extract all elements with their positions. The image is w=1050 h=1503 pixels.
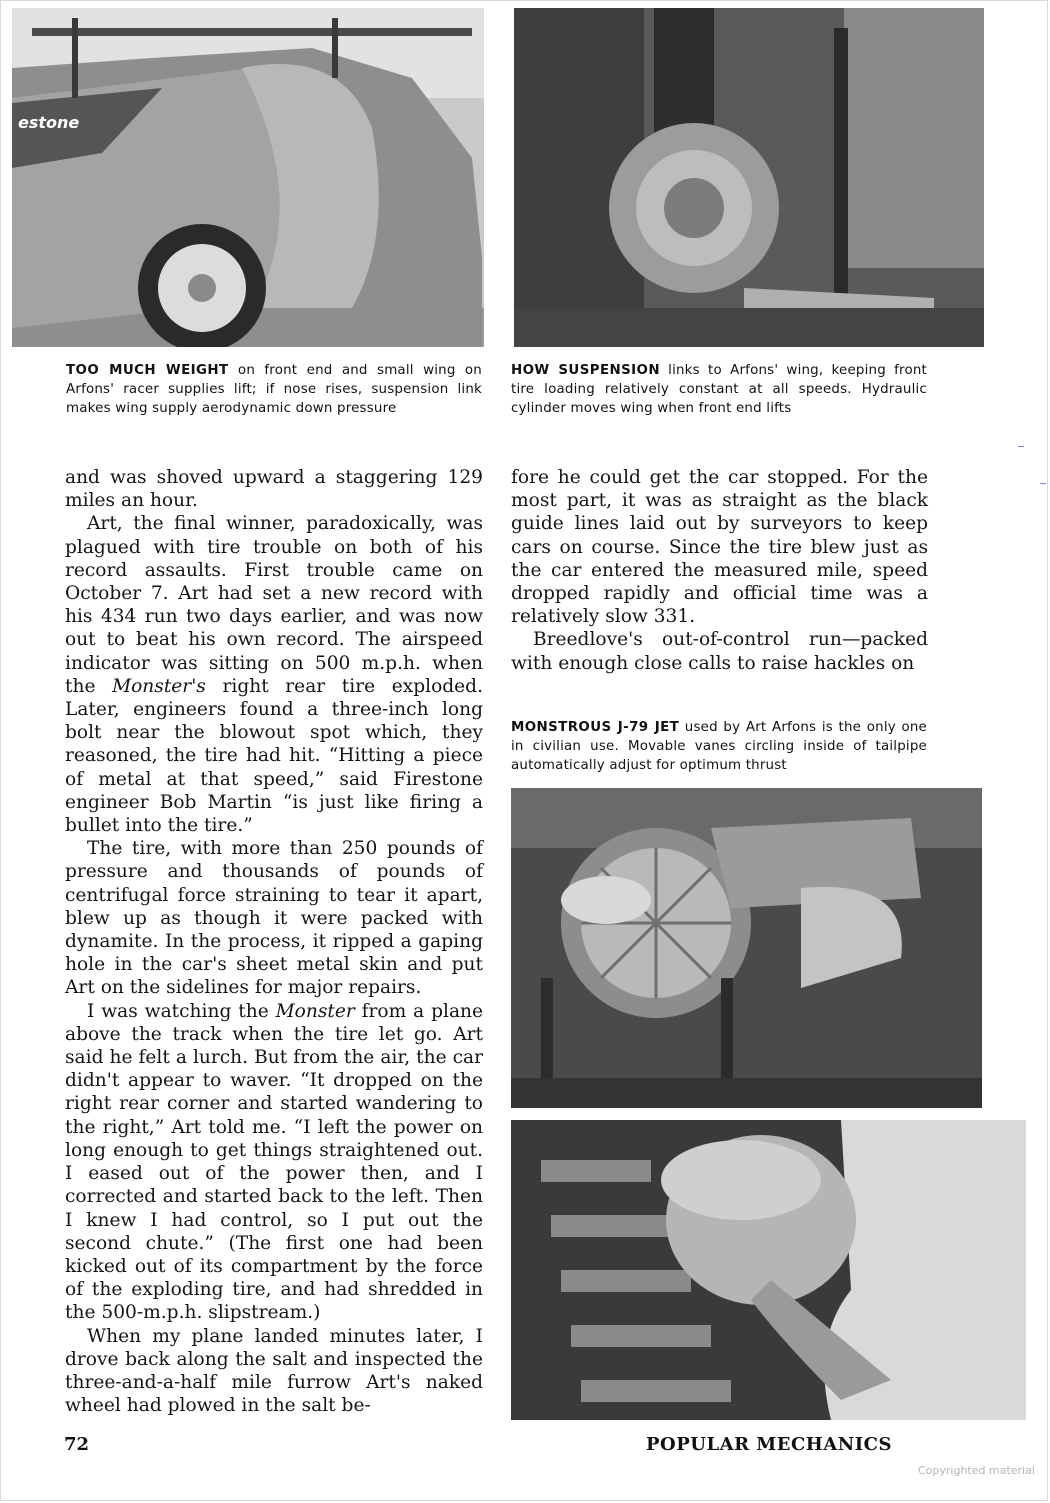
caption-lead: TOO MUCH WEIGHT xyxy=(66,363,229,378)
caption-body: used by Art Arfons is the only one in civilian use. Movable vanes circling inside of tailpipe automatically adjust for optimum thrust xyxy=(511,720,927,773)
caption-lead: MONSTROUS J-79 JET xyxy=(511,720,680,735)
caption-monstrous-j79-jet xyxy=(511,718,927,775)
paragraph xyxy=(65,1000,483,1325)
paragraph: When my plane landed minutes later, I drove back along the salt and inspected the three-and-a-half mile furrow Art's naked wheel had plowed in the salt be- xyxy=(65,1325,483,1417)
racer-photo-graphic xyxy=(12,8,484,347)
margin-mark xyxy=(1040,483,1046,484)
photo-mechanic-engine xyxy=(511,1120,1026,1420)
page-number: 72 xyxy=(64,1434,90,1455)
text-run: right rear tire exploded. Later, engineers found a three-inch long bolt near the blowout spot which, they reasoned, the tire had hit. “Hitting a piece of metal at that speed,” said Firestone engineer Bob Martin “is just like firing a bullet into the tire.” xyxy=(65,675,483,837)
italic-title: Monster xyxy=(275,1000,355,1022)
caption-body: on front end and small wing on Arfons' racer supplies lift; if nose rises, suspension link makes wing supply aerodynamic down pressure xyxy=(66,363,482,416)
caption-body: links to Arfons' wing, keeping front tire loading relatively constant at all speeds. Hydraulic cylinder moves wing when front end lifts xyxy=(511,363,927,416)
text-run: Art, the final winner, paradoxically, was plagued with tire trouble on both of his record assaults. First trouble came on October 7. Art had set a new record with his 434 run two days earlier, and was now out to beat his own record. The airspeed indicator was sitting on 500 m.p.h. when the xyxy=(65,513,483,697)
text-run: from a plane above the track when the tire let go. Art said he felt a lurch. But from the air, the car didn't appear to waver. “It dropped on the right rear corner and started wandering to the right,” Art told me. “I left the power on long enough to get things straightened out. I eased out of the power then, and I corrected and started back to the left. Then I knew I had control, so I put out the second chute.” (The first one had been kicked out of its compartment by the force of the exploding tire, and had shredded in the 500-m.p.h. slipstream.) xyxy=(65,1000,484,1324)
firestone-logo-text: estone xyxy=(18,113,80,132)
copyright-notice: Copyrighted material xyxy=(918,1464,1035,1477)
suspension-photo-graphic xyxy=(514,8,984,347)
paragraph xyxy=(65,512,483,837)
caption-lead: HOW SUSPENSION xyxy=(511,363,660,378)
mechanic-photo-graphic xyxy=(511,1120,1026,1420)
paragraph: Breedlove's out-of-control run—packed with enough close calls to raise hackles on xyxy=(511,629,928,674)
photo-j79-jet-engine xyxy=(511,788,982,1108)
paragraph: The tire, with more than 250 pounds of pressure and thousands of pounds of centrifugal force straining to tear it apart, blew up as though it were packed with dynamite. In the process, it ripped a gaping hole in the car's sheet metal skin and put Art on the sidelines for major repairs. xyxy=(65,838,483,999)
left-text-column xyxy=(65,466,483,1417)
photo-suspension-link xyxy=(514,8,984,347)
photo-racer-front-wing xyxy=(12,8,484,347)
text-run: I was watching the xyxy=(87,1000,276,1022)
caption-too-much-weight xyxy=(66,361,482,418)
caption-how-suspension xyxy=(511,361,927,418)
margin-mark xyxy=(1018,446,1024,447)
magazine-title: POPULAR MECHANICS xyxy=(646,1434,892,1455)
paragraph: fore he could get the car stopped. For the most part, it was as straight as the black guide lines laid out by surveyors to keep cars on course. Since the tire blew just as the car entered the measured mile, speed dropped rapidly and official time was a relatively slow 331. xyxy=(511,467,928,628)
jet-photo-graphic xyxy=(511,788,982,1108)
right-text-column xyxy=(511,466,928,675)
italic-title: Monster's xyxy=(112,675,206,697)
paragraph: and was shoved upward a staggering 129 miles an hour. xyxy=(65,467,483,512)
